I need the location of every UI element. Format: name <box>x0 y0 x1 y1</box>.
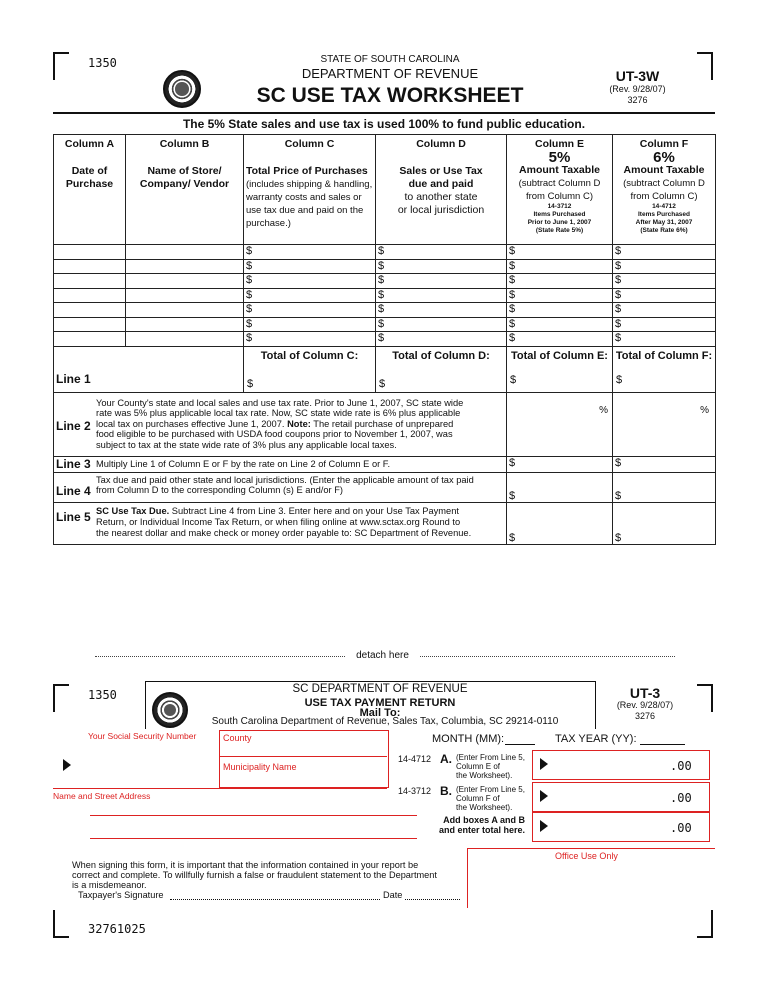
line-2-row <box>54 392 716 456</box>
crop-mark <box>53 684 69 712</box>
office-use-line <box>467 848 715 849</box>
total-col-d: Total of Column D: <box>392 349 490 362</box>
table-row: $ $ $ $ <box>54 259 716 274</box>
col-f-header: Column F 6% Amount Taxable (subtract Column D from Column C) 14-4712 Items Purchased After May 31, 2007 (State Rate 6%) <box>613 135 716 245</box>
header-rule <box>145 681 146 729</box>
street-line[interactable] <box>90 838 417 839</box>
crop-mark <box>697 910 713 938</box>
line-2-text: Your County's state and local sales and use tax rate. Prior to June 1, 2007, SC state wide rate was 5% plus applicable local tax rate. Now, SC state wide rate is 6% plus applicable local tax on purchases effective June 1, 2007. Note: The retail purchase of unprepared food eligible to be purchased with USDA food coupons prior to November 1, 2007, was subject to tax at the state wide rate of 3% plus any applicable local taxes. <box>96 397 464 450</box>
line-b-code: 14-3712 <box>398 786 432 796</box>
table-row: $ $ $ $ <box>54 317 716 332</box>
office-use-line <box>467 848 468 908</box>
col-d-header: Column D Sales or Use Tax due and paid to another state or local jurisdiction <box>376 135 507 245</box>
rate-col-f: % <box>700 404 709 416</box>
detach-line <box>420 656 675 657</box>
name-line[interactable] <box>90 815 417 816</box>
header-rule <box>595 681 596 729</box>
name-street-label: Name and Street Address <box>53 791 151 801</box>
divider <box>53 788 387 789</box>
office-use-label: Office Use Only <box>555 851 618 861</box>
month-label: MONTH (MM): <box>432 733 505 745</box>
arrow-icon <box>540 758 548 770</box>
form-code: UT-3W <box>615 68 660 84</box>
line-4-row: Line 4 Tax due and paid other state and local jurisdictions. (Enter the applicable amount of tax paid from Column D to the corresponding Column (s) E and/or F) $ $ <box>54 472 716 502</box>
crop-mark <box>697 52 713 80</box>
table-row: $ $ $ $ <box>54 332 716 347</box>
date-field[interactable] <box>405 899 460 900</box>
form-code: UT-3 <box>629 685 661 701</box>
revision: (Rev. 9/28/07) <box>609 84 666 94</box>
tax-year-field[interactable] <box>640 744 685 745</box>
col-c-header: Column C Total Price of Purchases (includes shipping & handling, warranty costs and sales or use tax due and paid on the purchase.) <box>244 135 376 245</box>
total-col-f: Total of Column F: <box>615 349 713 362</box>
arrow-icon <box>540 790 548 802</box>
table-row: $ $ $ $ <box>54 288 716 303</box>
arrow-icon <box>63 759 71 771</box>
rate-col-e: % <box>599 404 608 416</box>
line-3-row: Line 3 Multiply Line 1 of Column E or F by the rate on Line 2 of Column E or F. $ $ <box>54 456 716 472</box>
mailing-address: South Carolina Department of Revenue, Sales Tax, Columbia, SC 29214-0110 <box>211 716 559 727</box>
form-id: 3276 <box>634 711 656 721</box>
detach-label: detach here <box>356 650 409 661</box>
line-a-code: 14-4712 <box>398 754 432 764</box>
state-name: STATE OF SOUTH CAROLINA <box>320 54 460 65</box>
header-rule <box>53 112 715 114</box>
arrow-icon <box>540 820 548 832</box>
line-5-row: Line 5 SC Use Tax Due. Subtract Line 4 from Line 3. Enter here and on your Use Tax Payment Return, or Individual Income Tax Return, or when filing online at www.sctax.org Round to the nearest dollar and make check or money order payable to: SC Department of Revenue. $ $ <box>54 502 716 544</box>
ssn-label: Your Social Security Number <box>88 731 197 741</box>
line-a-instructions: (Enter From Line 5, Column E of the Worksheet). <box>456 753 525 780</box>
barcode-number: 32761025 <box>88 922 146 936</box>
line-b-instructions: (Enter From Line 5, Column F of the Worksheet). <box>456 785 525 812</box>
form-id: 3276 <box>627 95 648 105</box>
crop-mark <box>53 910 69 938</box>
ssn-field[interactable] <box>75 745 215 785</box>
col-b-header: Column B Name of Store/ Company/ Vendor <box>126 135 244 245</box>
return-title: USE TAX PAYMENT RETURN <box>304 697 456 709</box>
line-1-row: Line 1 Total of Column C: $ Total of Column D: $ Total of Column E: $ Total of Column F: $ <box>54 346 716 392</box>
line-a-letter: A. <box>440 752 452 766</box>
line-b-letter: B. <box>440 784 452 798</box>
col-a-header: Column A Date of Purchase <box>54 135 126 245</box>
table-row: $ $ $ $ <box>54 274 716 289</box>
department: DEPARTMENT OF REVENUE <box>301 66 479 81</box>
month-field[interactable] <box>505 744 535 745</box>
line-2-label: Line 2 <box>56 418 91 433</box>
mail-to: Mail To: <box>359 707 401 719</box>
revision: (Rev. 9/28/07) <box>616 700 674 710</box>
tax-year-label: TAX YEAR (YY): <box>555 733 637 745</box>
add-boxes-label: Add boxes A and B and enter total here. <box>438 815 525 835</box>
crop-mark <box>53 52 69 80</box>
amount-a-cents: .00 <box>670 759 692 773</box>
signature-notice: When signing this form, it is important that the information contained in your report be correct and complete. To willfully furnish a false or fraudulent statement to the Department is a misdemeanor. <box>72 860 437 890</box>
total-cents: .00 <box>670 821 692 835</box>
date-label: Date <box>383 890 403 900</box>
state-seal <box>163 70 201 108</box>
county-label: County <box>223 733 252 743</box>
table-row: $ $ $ $ <box>54 245 716 260</box>
col-e-header: Column E 5% Amount Taxable (subtract Column D from Column C) 14-3712 Items Purchased Prior to June 1, 2007 (State Rate 5%) <box>507 135 613 245</box>
total-col-e: Total of Column E: <box>511 349 608 362</box>
divider <box>219 756 387 757</box>
detach-line <box>95 656 345 657</box>
department: SC DEPARTMENT OF REVENUE <box>292 683 468 695</box>
form-number: 1350 <box>88 688 117 702</box>
signature-label: Taxpayer's Signature <box>78 890 164 900</box>
signature-field[interactable] <box>170 899 380 900</box>
municipality-label: Municipality Name <box>223 762 297 772</box>
amount-b-cents: .00 <box>670 791 692 805</box>
line-1-label: Line 1 <box>56 371 91 386</box>
subtitle: The 5% State sales and use tax is used 100% to fund public education. <box>182 117 586 131</box>
form-number: 1350 <box>88 56 117 70</box>
total-col-c: Total of Column C: <box>260 349 359 362</box>
crop-mark <box>697 684 713 712</box>
header-rule <box>145 681 595 682</box>
table-row: $ $ $ $ <box>54 303 716 318</box>
worksheet-table <box>53 134 716 545</box>
page-title: SC USE TAX WORKSHEET <box>256 84 524 107</box>
